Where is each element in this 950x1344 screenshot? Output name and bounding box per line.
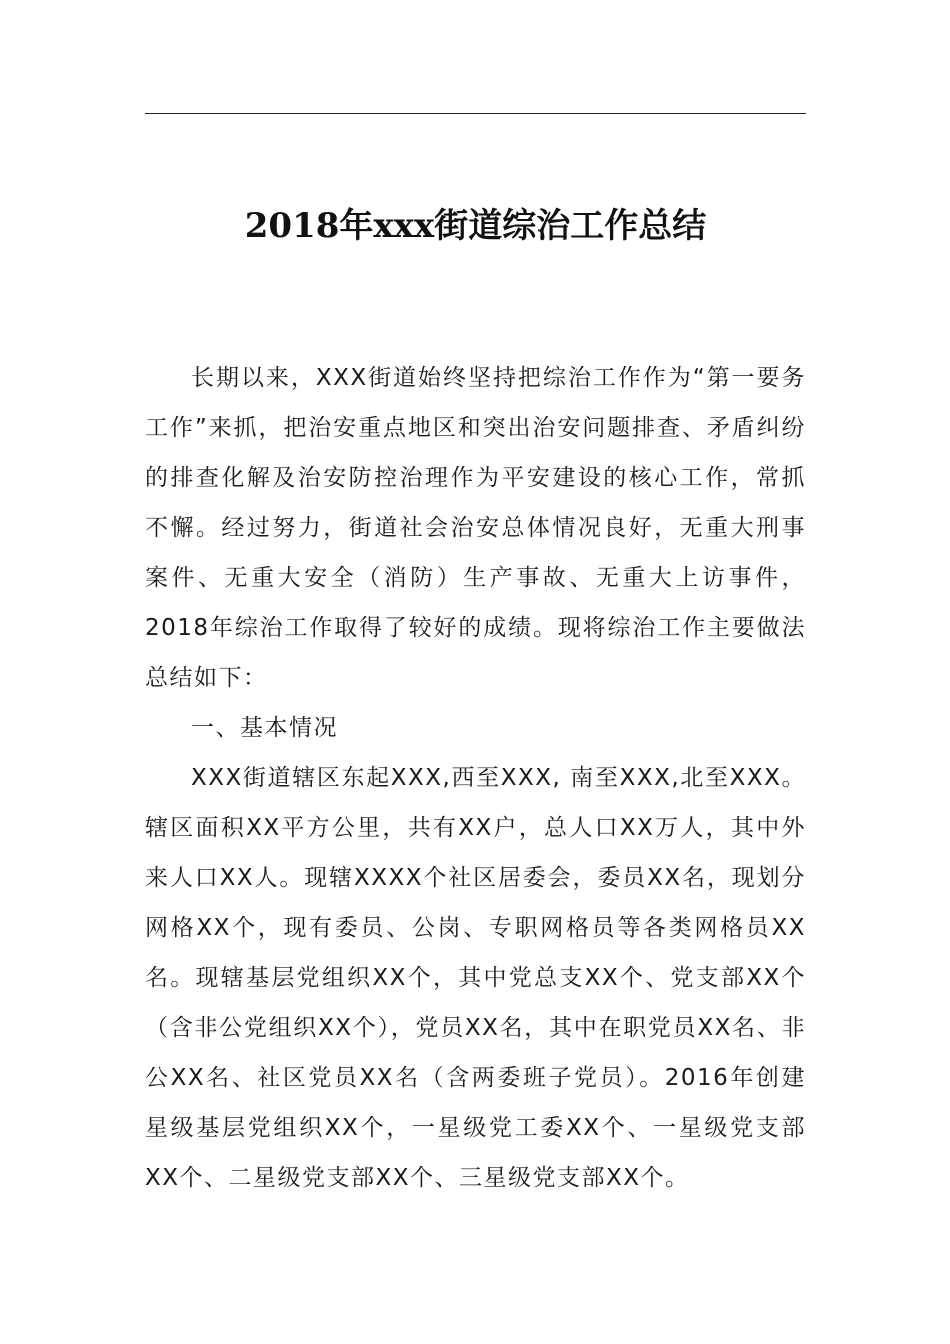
document-body: [145, 353, 806, 1203]
document-title: 2018年xxx街道综治工作总结: [244, 206, 707, 246]
header-divider: [145, 113, 806, 114]
section-heading-basic-info: 一、基本情况: [191, 715, 338, 741]
basic-info-paragraph: XXX街道辖区东起XXX,西至XXX, 南至XXX,北至XXX。辖区面积XX平方公里，共有XX户，总人口XX万人，其中外来人口XX人。现辖XXXX个社区居委会，委员XX名，现划分网格XX个，现有委员、公岗、专职网格员等各类网格员XX名。现辖基层党组织XX个，其中党总支XX个、党支部XX个（含非公党组织XX个），党员XX名，其中在职党员XX名、非公XX名、社区党员XX名（含两委班子党员）。2016年创建星级基层党组织XX个，一星级党工委XX个、一星级党支部XX个、二星级党支部XX个、三星级党支部XX个。: [145, 765, 806, 1191]
intro-paragraph: 长期以来，XXX街道始终坚持把综治工作作为“第一要务工作”来抓，把治安重点地区和突出治安问题排查、矛盾纠纷的排查化解及治安防控治理作为平安建设的核心工作，常抓不懈。经过努力，街道社会治安总体情况良好，无重大刑事案件、无重大安全（消防）生产事故、无重大上访事件，2018年综治工作取得了较好的成绩。现将综治工作主要做法总结如下：: [145, 365, 806, 691]
